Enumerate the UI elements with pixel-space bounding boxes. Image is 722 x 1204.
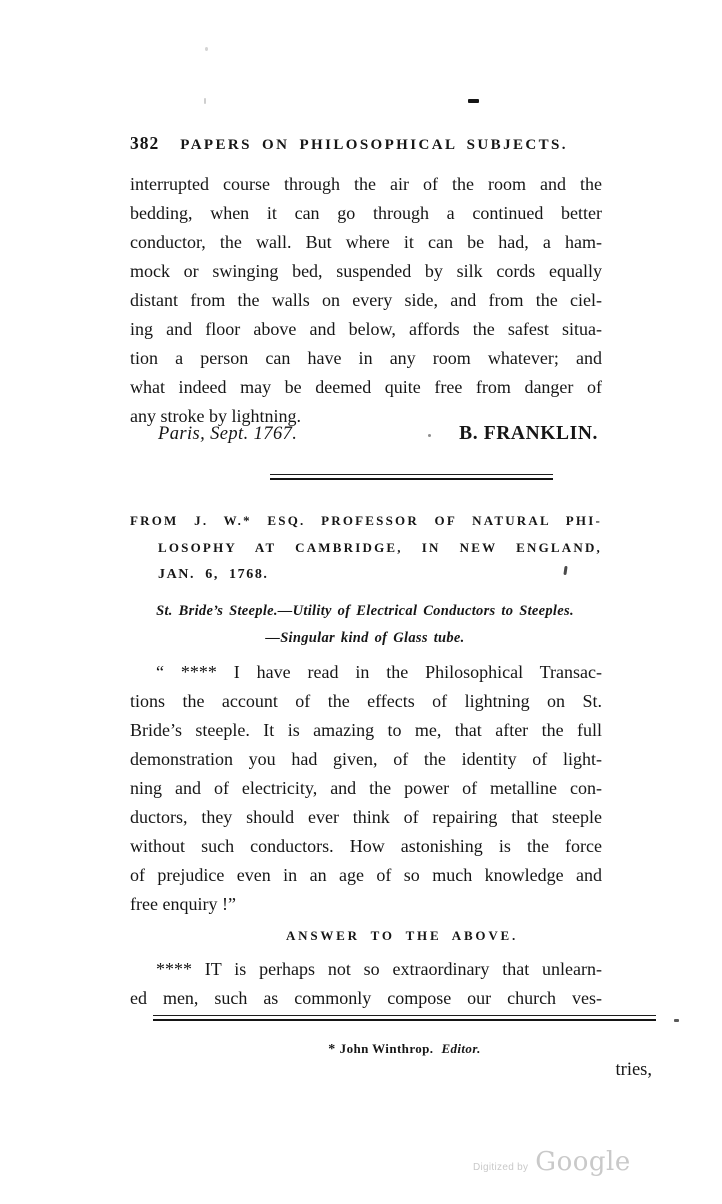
text-line: distant from the walls on every side, and from the ciel- xyxy=(130,290,602,310)
text-line: JAN. 6, 1768. xyxy=(158,567,269,582)
signature: B. FRANKLIN. xyxy=(459,423,598,444)
page-number: 382 xyxy=(130,133,160,153)
section-divider-rule xyxy=(270,474,553,480)
text-line: ing and floor above and below, affords the safest situa- xyxy=(130,319,602,339)
scan-artifact-dot xyxy=(428,434,431,437)
letter-subtitle xyxy=(125,598,605,652)
letter-heading xyxy=(130,507,602,588)
running-title: PAPERS ON PHILOSOPHICAL SUBJECTS. xyxy=(180,137,568,153)
text-line: of prejudice even in an age of so much knowledge and xyxy=(130,865,602,885)
footnote-rule xyxy=(153,1015,656,1021)
scan-artifact-dash xyxy=(468,99,479,103)
page-header xyxy=(130,133,602,154)
footnote xyxy=(153,1041,656,1058)
scan-artifact-speck xyxy=(674,1019,679,1022)
winthrop-letter-paragraph xyxy=(130,658,602,919)
dateline-place-date: Paris, Sept. 1767. xyxy=(158,424,298,444)
text-line: bedding, when it can go through a continued better xyxy=(130,203,602,223)
answer-paragraph xyxy=(130,955,602,1013)
answer-heading: ANSWER TO THE ABOVE. xyxy=(285,928,519,943)
scan-artifact-dot xyxy=(204,98,206,104)
text-line: **** IT is perhaps not so extraordinary that unlearn- xyxy=(156,959,602,979)
text-line: tions the account of the effects of lightning on St. xyxy=(130,691,602,711)
text-line: Bride’s steeple. It is amazing to me, that after the full xyxy=(130,720,602,740)
digitized-by-label: Digitized by xyxy=(473,1162,529,1173)
text-line: ductors, they should ever think of repairing that steeple xyxy=(130,807,602,827)
text-line: what indeed may be deemed quite free from danger of xyxy=(130,377,602,397)
text-line: ed men, such as commonly compose our church ves- xyxy=(130,988,602,1008)
google-logo: Google xyxy=(535,1147,631,1177)
footnote-marker: * xyxy=(328,1042,336,1057)
text-line: tion a person can have in any room whatever; and xyxy=(130,348,602,368)
text-line: St. Bride’s Steeple.—Utility of Electrical Conductors to Steeples. xyxy=(156,603,574,619)
text-line: mock or swinging bed, suspended by silk cords equally xyxy=(130,261,602,281)
text-line: conductor, the wall. But where it can be had, a ham- xyxy=(130,232,602,252)
text-line: —Singular kind of Glass tube. xyxy=(265,630,465,646)
google-watermark xyxy=(473,1147,631,1177)
text-line: demonstration you had given, of the identity of light- xyxy=(130,749,602,769)
dateline-row xyxy=(158,423,598,445)
text-line: FROM J. W.* ESQ. PROFESSOR OF NATURAL PHI- xyxy=(130,513,602,528)
footnote-attribution: Editor. xyxy=(441,1041,481,1056)
text-line: without such conductors. How astonishing is the force xyxy=(130,836,602,856)
text-line: free enquiry !” xyxy=(130,894,236,914)
catchword: tries, xyxy=(615,1060,652,1080)
text-line: any stroke by lightning. xyxy=(130,406,301,426)
text-line: LOSOPHY AT CAMBRIDGE, IN NEW ENGLAND, xyxy=(158,540,602,555)
text-line: interrupted course through the air of the room and the xyxy=(130,174,602,194)
text-line: “ **** I have read in the Philosophical Transac- xyxy=(156,662,602,682)
scan-artifact-dot xyxy=(205,47,208,51)
footnote-text: John Winthrop. xyxy=(339,1041,434,1056)
text-line: ning and of electricity, and the power of metalline con- xyxy=(130,778,602,798)
franklin-letter-paragraph xyxy=(130,170,602,431)
